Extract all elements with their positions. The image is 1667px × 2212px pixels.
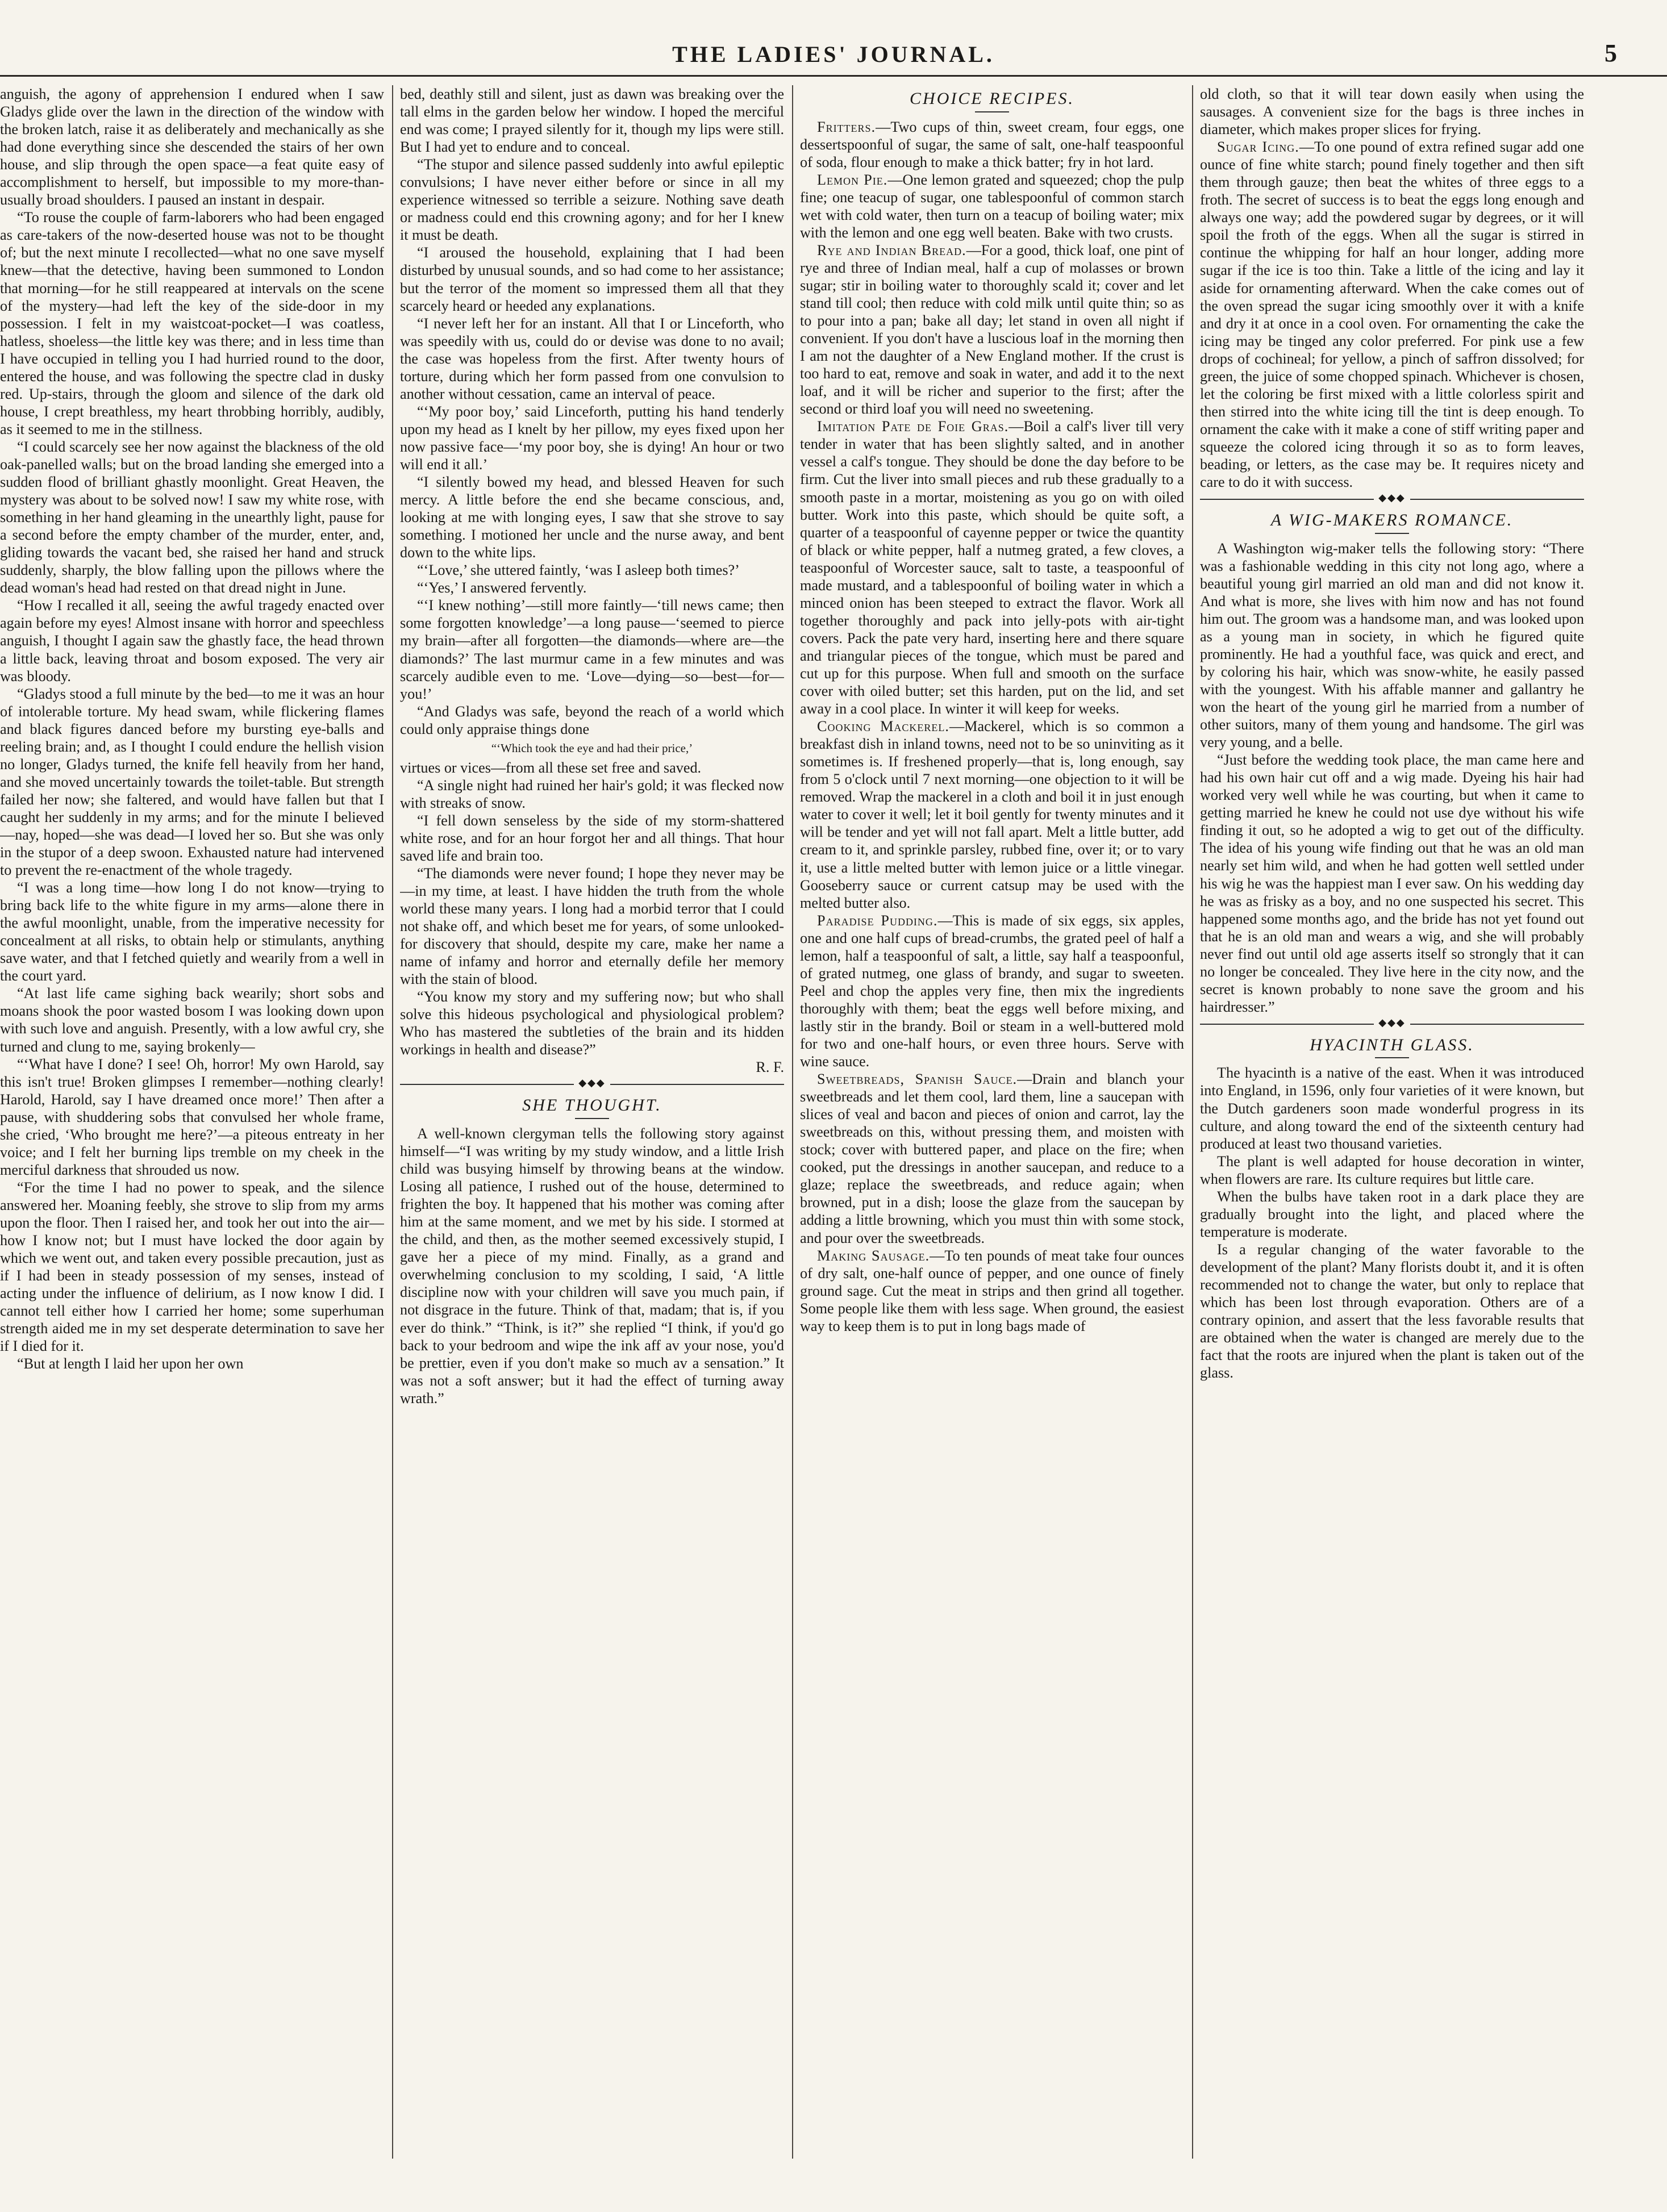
- recipe-name: Sweetbreads, Spanish Sauce.: [817, 1071, 1018, 1088]
- recipe-paragraph: [800, 241, 1184, 418]
- author-signature: R. F.: [756, 1059, 784, 1076]
- recipe-text: —This is made of six eggs, six apples, one and one half cups of bread-crumbs, the grated peel of half a lemon, half a teaspoonful of salt, a little, say half a teaspoonful, of grated nutmeg, one glass of brandy, and sugar to sweeten. Peel and chop the apples very fine, then mix the ingredients thoroughly with them; beat the eggs well before mixing, and lastly stir in the brandy. Boil or steam in a well-buttered mold for two and one-half hours, or even three hours. Serve with wine sauce.: [800, 912, 1184, 1070]
- recipe-paragraph: [800, 1070, 1184, 1246]
- article-paragraph: A well-known clergyman tells the following story against himself—“I was writing by my study window, and a little Irish child was busying himself by throwing beans at the window. Losing all patience, I rushed out of the house, determined to frighten the boy. It happened that his mother was coming after him at the same moment, and we met by his side. I stormed at the child, and then, as the mother seemed excessively stupid, I gave her a piece of my mind. Finally, as a grand and overwhelming conclusion to my scolding, I said, ‘A little discipline now with your children will save you much pain, if not disgrace in the future. Think of that, madam; that is, if you ever do think.” “Think, is it?” she replied “I think, if you'd go back to your bedroom and wipe the ink aff av your nose, you'd be prettier, even if you don't make so much av a sensation.” It was not a soft answer; but it had the effect of turning away wrath.”: [400, 1125, 784, 1407]
- title-rule: [1375, 1057, 1409, 1058]
- story-paragraph: “‘My poor boy,’ said Linceforth, putting his hand tenderly upon my head as I knelt by her pillow, my eyes fixed upon her now passive face—‘my poor boy, she is dying! An hour or two will end it all.’: [400, 403, 784, 473]
- recipe-name: Making Sausage.: [817, 1247, 930, 1264]
- article-paragraph: When the bulbs have taken root in a dark place they are gradually brought into the light, and placed where the temperature is moderate.: [1200, 1188, 1584, 1240]
- story-paragraph: “I never left her for an instant. All that I or Linceforth, who was speedily with us, could do or devise was done to no avail; the case was hopeless from the first. After twenty hours of torture, during which her form passed from one convulsion to another without cessation, came an interval of peace.: [400, 315, 784, 402]
- recipe-name: Paradise Pudding.: [817, 912, 938, 929]
- page-header: [0, 35, 1667, 77]
- recipe-paragraph: [800, 912, 1184, 1070]
- title-rule: [575, 1118, 609, 1119]
- journal-title: THE LADIES' JOURNAL.: [672, 41, 995, 67]
- story-paragraph: “I could scarcely see her now against the blackness of the old oak-panelled walls; but on the broad landing she emerged into a sudden flood of brilliant ghastly moonlight. Great Heaven, the mystery was about to be solved now! I saw my white rose, with something in her hand gleaming in the unearthly light, pause for a second before the empty chamber of the murder, enter, and, gliding towards the vacant bed, she raised her hand and struck suddenly, sharply, the blow falling upon the pillows where the dead woman's head had rested on that dread night in June.: [0, 438, 384, 596]
- page-number: 5: [1605, 39, 1617, 67]
- recipe-name: Rye and Indian Bread.: [817, 241, 966, 258]
- article-paragraph: A Washington wig-maker tells the following story: “There was a fashionable wedding in this city not long ago, where a beautiful young girl married an old man and did not know it. And what is more, she lives with him now and has not found him out. The groom was a handsome man, and was looked upon as a young man in society, in which he figured quite prominently. He had a youthful face, was quick and erect, and by coloring his hair, which was snow-white, he easily passed with the youngest. With his affable manner and gallantry he won the heart of the young girl he married from a number of other suitors, many of them young and handsome. The girl was very young, and a belle.: [1200, 540, 1584, 751]
- section-title-hyacinth-glass: HYACINTH GLASS.: [1310, 1035, 1474, 1054]
- recipe-text: —Mackerel, which is so common a breakfast dish in inland towns, need not to be so uninviting as it sometimes is. If freshened properly—that is, long enough, say from 5 o'clock until 7 next morning—one objection to it will be removed. Wrap the mackerel in a cloth and boil it in just enough water to cover it well; let it boil gently for twenty minutes and it will be tender and yet will not fall apart. Melt a little butter, add cream to it, and sprinkle parsley, rubbed fine, over it; or to vary it, use a little melted butter with lemon juice or a little vinegar. Gooseberry sauce or current catsup may be used with the melted butter also.: [800, 718, 1184, 911]
- quoted-verse: “‘Which took the eye and had their price,’: [491, 741, 693, 755]
- recipe-text: —Drain and blanch your sweetbreads and let them cool, lard them, line a saucepan with slices of veal and bacon and pieces of onion and carrot, lay the sweetbreads on this, without pressing them, and moisten with stock; cover with buttered paper, and place on the fire; when cooked, put the dressings in another saucepan, and reduce to a glaze; replace the sweetbreads, and reduce again; when browned, put in a dish; loose the glaze from the saucepan by adding a little browning, which you must thin with some stock, and pour over the sweetbreads.: [800, 1071, 1184, 1246]
- recipe-name: Fritters.: [817, 118, 876, 135]
- article-paragraph: The hyacinth is a native of the east. When it was introduced into England, in 1596, only four varieties of it were known, but the Dutch gardeners soon made wonderful progress in its culture, and along toward the end of the sixteenth century had produced at least two thousand varieties.: [1200, 1065, 1584, 1152]
- story-paragraph: “‘I knew nothing’—still more faintly—‘till news came; then some forgotten knowledge’—a long pause—‘seemed to pierce my brain—after all forgotten—the diamonds—where are—the diamonds?’ The last murmur came in a few minutes and was scarcely audible even to me. ‘Love—dying—so—best—for—you!’: [400, 597, 784, 702]
- article-paragraph: Is a regular changing of the water favorable to the development of the plant? Many florists doubt it, and it is often recommended not to change the water, but only to replace that which has been lost through evaporation. Others are of a contrary opinion, and assert that the less favorable results that are obtained when the water is changed are merely due to the fact that the roots are injured when the plant is taken out of the glass.: [1200, 1241, 1584, 1382]
- section-title-wig-makers-romance: A WIG-MAKERS ROMANCE.: [1270, 511, 1514, 530]
- story-paragraph: “For the time I had no power to speak, and the silence answered her. Moaning feebly, she strove to slip from my arms upon the floor. Then I raised her, and took her out into the air—how I know not; but I must have locked the door again by which we went out, and taken every possible precaution, just as if I had been in steady possession of my senses, instead of acting under the influence of delirium, as I now know I did. I cannot tell either how I carried her home; some superhuman strength aided me in my set desperate determination to save her if I died for it.: [0, 1179, 384, 1355]
- recipe-text: —To ten pounds of meat take four ounces of dry salt, one-half ounce of pepper, and one ounce of finely ground sage. Cut the meat in strips and then grind all together. Some people like them with less sage. When ground, the easiest way to keep them is to put in long bags made of: [800, 1247, 1184, 1334]
- story-paragraph: “And Gladys was safe, beyond the reach of a world which could only appraise things done: [400, 703, 784, 737]
- recipe-text: —To one pound of extra refined sugar add one ounce of fine white starch; pound finely together and then sift them through gauze; then beat the whites of three eggs to a froth. The secret of success is to beat the eggs long enough and always one way; add the powdered sugar by degrees, or it will spoil the froth of the eggs. When all the sugar is stirred in continue the whipping for half an hour longer, adding more sugar if the ice is too thin. Take a little of the icing and lay it aside for ornamenting afterward. When the cake comes out of the oven spread the sugar icing smoothly over it with a knife and dry it at once in a cool oven. For ornamenting the cake the icing may be tinged any color preferred. For pink use a few drops of cochineal; for yellow, a pinch of saffron dissolved; for green, the juice of some chopped spinach. Whichever is chosen, let the coloring be first mixed with a little colorless spirit and then stirred into the white icing till the tint is deep enough. To ornament the cake with it make a cone of stiff writing paper and squeeze the colored icing through it so as to form leaves, beading, or letters, as the case may be. It requires nicety and care to do it with success.: [1200, 139, 1584, 491]
- story-paragraph: “I fell down senseless by the side of my storm-shattered white rose, and for an hour forgot her and all things. That hour saved life and brain too.: [400, 812, 784, 864]
- column-2-story: [400, 85, 784, 2159]
- section-title-choice-recipes: CHOICE RECIPES.: [910, 89, 1074, 108]
- title-rule: [1375, 533, 1409, 534]
- story-paragraph: “I aroused the household, explaining that I had been disturbed by unusual sounds, and so had come to her assistance; but the terror of the moment so impressed them all that they scarcely heard or heeded any explanations.: [400, 244, 784, 314]
- story-paragraph: “‘What have I done? I see! Oh, horror! My own Harold, say this isn't true! Broken glimpses I remember—nothing clearly! Harold, Harold, say I have dreamed once more!’ Then after a pause, with shuddering sobs that convulsed her whole frame, she cried, ‘Who brought me here?’—a piteous entreaty in her voice; and I felt her burning lips tremble on my cheek in the merciful darkness that shrouded us now.: [0, 1055, 384, 1178]
- recipe-continuation: old cloth, so that it will tear down easily when using the sausages. A convenient size for the bags is three inches in diameter, which makes proper slices for frying.: [1200, 86, 1584, 138]
- story-paragraph: virtues or vices—from all these set free and saved.: [400, 759, 702, 776]
- story-paragraph: “I silently bowed my head, and blessed Heaven for such mercy. A little before the end she became conscious, and, looking at me with longing eyes, I saw that she strove to say something. I motioned her uncle and the nurse away, and bent down to the white lips.: [400, 474, 784, 561]
- columns: [0, 85, 1667, 2198]
- divider-ornament-icon: ◆◆◆: [1374, 1017, 1410, 1028]
- recipe-name: Lemon Pie.: [817, 171, 888, 188]
- story-paragraph: “The stupor and silence passed suddenly into awful epileptic convulsions; I have never either before or since in all my experience witnessed so terrible a seizure. Nothing save death or madness could end this crowning agony; and for her I knew it must be death.: [400, 156, 784, 244]
- divider-ornament-icon: ◆◆◆: [574, 1077, 610, 1088]
- column-4: [1200, 85, 1584, 2159]
- recipe-paragraph: [800, 418, 1184, 717]
- recipe-text: —Boil a calf's liver till very tender in water that has been slightly salted, and in another vessel a calf's tongue. They should be done the day before to be firm. Cut the liver into small pieces and rub these gradually to a smooth paste in a mortar, moistening as you go on with oiled butter. Work into this paste, which should be quite soft, a quarter of a teaspoonful of cayenne pepper or twice the quantity of black or white pepper, half a nutmeg grated, a few cloves, a teaspoonful of Worcester sauce, salt to taste, a teaspoonful of made mustard, and a tablespoonful of boiling water in which a minced onion has been steeped to extract the flavor. Work all together thoroughly and pack into jelly-pots with air-tight covers. Pack the pate very hard, inserting here and there square and triangular pieces of the tongue, which must be pared and cut up for this purpose. When full and smooth on the surface cover with oiled butter; set this harden, put on the lid, and set away in a cool place. In winter it will keep for weeks.: [800, 418, 1184, 717]
- recipe-name: Imitation Pate de Foie Gras.: [817, 418, 1009, 435]
- section-divider: [400, 1077, 784, 1090]
- story-paragraph: anguish, the agony of apprehension I endured when I saw Gladys glide over the lawn in the direction of the window with the broken latch, raise it as deliberately and mechanically as she had done everything since she descended the stairs of her own house, and slip through the open space—a feat quite easy of accomplishment to herself, but impossible to my more-than-usually broad shoulders. I paused an instant in despair.: [0, 86, 384, 208]
- story-paragraph: “‘Yes,’ I answered fervently.: [417, 579, 587, 596]
- story-paragraph: “‘Love,’ she uttered faintly, ‘was I asleep both times?’: [417, 562, 740, 579]
- story-paragraph: “At last life came sighing back wearily; short sobs and moans shook the poor wasted bosom I was looking down upon with such love and anguish. Presently, with a low awful cry, she turned and clung to me, saying brokenly—: [0, 985, 384, 1055]
- recipe-paragraph: [800, 717, 1184, 912]
- story-paragraph: “I was a long time—how long I do not know—trying to bring back life to the white figure in my arms—alone there in the awful moonlight, unable, from the imperative necessity for concealment at all risks, to obtain help or stimulants, anything save water, and that I fetched quietly and wearily from a well in the court yard.: [0, 879, 384, 984]
- recipe-paragraph: [800, 171, 1184, 241]
- recipe-text: —For a good, thick loaf, one pint of rye and three of Indian meal, half a cup of molasses or brown sugar; stir in boiling water to thoroughly scald it; cover and let stand till cool; then reduce with cold milk until quite thin; so as to pour into a pan; bake all day; let stand in oven all night if convenient. If you don't have a luscious loaf in the morning then I am not the daughter of a New England mother. If the crust is too hard to eat, remove and soak in water, and add it to the next loaf, and it will be richer and superior to the first; after the second or third loaf you will need no sweetening.: [800, 241, 1184, 418]
- recipe-text: —Two cups of thin, sweet cream, four eggs, one dessertspoonful of sugar, the same of salt, one-half teaspoonful of soda, flour enough to make a thick batter; fry in hot lard.: [800, 118, 1184, 170]
- column-1-story: [0, 85, 384, 2159]
- story-paragraph: “Gladys stood a full minute by the bed—to me it was an hour of intolerable torture. My head swam, while flickering flames and black figures danced before my bursting eye-balls and reeling brain; and, as I thought I could endure the hellish vision no longer, Gladys turned, the knife fell heavily from her hand, and she moved uncertainly towards the toilet-table. But strength failed her now; she faltered, and would have fallen but that I caught her suddenly in my arms; and for the minute I believed—nay, hoped—she was dead—I loved her so. But she was only in the stupor of a deep swoon. Exhausted nature had intervened to prevent the re-enactment of the whole tragedy.: [0, 685, 384, 879]
- recipe-text: —One lemon grated and squeezed; chop the pulp fine; one teacup of sugar, one tablespoonful of common starch wet with cold water, then turn on a teacup of boiling water; mix with the lemon and one egg well beaten. Bake with two crusts.: [800, 171, 1184, 241]
- recipe-name: Cooking Mackerel.: [817, 718, 949, 735]
- recipe-name: Sugar Icing.: [1217, 139, 1299, 156]
- recipe-paragraph: [800, 1247, 1184, 1335]
- story-paragraph: “A single night had ruined her hair's gold; it was flecked now with streaks of snow.: [400, 777, 784, 811]
- recipe-paragraph: [1200, 138, 1584, 491]
- story-paragraph: “To rouse the couple of farm-laborers who had been engaged as care-takers of the now-deserted house was not to be thought of; but the next minute I recollected—what no one save myself knew—that the detective, having been summoned to London that morning—for he still reappeared at intervals on the scene of the mystery—had left the key of the side-door in my possession. I felt in my waistcoat-pocket—I was coatless, hatless, shoeless—the little key was there; and in less time than I have occupied in telling you I had hurried round to the door, entered the house, and was following the spectre clad in dusky red. Up-stairs, through the gloom and silence of the dark old house, I crept breathless, my heart throbbing horribly, audibly, as it seemed to me in the stillness.: [0, 209, 384, 437]
- story-paragraph: “You know my story and my suffering now; but who shall solve this hideous psychological and physiological problem? Who has mastered the subtleties of the brain and its hidden workings in health and disease?”: [400, 988, 784, 1058]
- story-paragraph: “How I recalled it all, seeing the awful tragedy enacted over again before my eyes! Almost insane with horror and speechless anguish, I thought I again saw the ghastly face, the head thrown a little back, leaving throat and bosom exposed. The very air was bloody.: [0, 597, 384, 685]
- section-divider: [1200, 1016, 1584, 1029]
- article-paragraph: The plant is well adapted for house decoration in winter, when flowers are rare. Its culture requires but little care.: [1200, 1153, 1584, 1187]
- column-3-recipes: [800, 85, 1184, 2159]
- story-paragraph: bed, deathly still and silent, just as dawn was breaking over the tall elms in the garden below her window. I hoped the merciful end was come; I prayed silently for it, though my lips were still. But I had yet to endure and to conceal.: [400, 86, 784, 156]
- title-rule: [975, 111, 1009, 112]
- divider-ornament-icon: ◆◆◆: [1374, 492, 1410, 503]
- story-paragraph: “But at length I laid her upon her own: [17, 1355, 244, 1372]
- section-divider: [1200, 492, 1584, 504]
- recipe-paragraph: [800, 118, 1184, 171]
- section-title-she-thought: SHE THOUGHT.: [522, 1096, 662, 1115]
- story-paragraph: “The diamonds were never found; I hope they never may be—in my time, at least. I have hidden the truth from the whole world these many years. I long had a morbid terror that I could not shake off, and which beset me for years, of some unlooked-for discovery that should, despite my care, make her name a name of infamy and horror and eternally defile her memory with the stain of blood.: [400, 865, 784, 988]
- article-paragraph: “Just before the wedding took place, the man came here and had his own hair cut off and a wig made. Dyeing his hair had worked very well while he was courting, but when it came to getting married he knew he could not use dye without his wife finding it out, so he adopted a wig to get out of the difficulty. The idea of his young wife finding out that he was an old man nearly set him wild, and when he had gotten well settled under his wig he was the happiest man I ever saw. On his wedding day he was as frisky as a boy, and no one suspected his secret. This happened some months ago, and the bride has not yet found out that he is an old man and wears a wig, and she will probably never find out until old age asserts itself so strongly that it can no longer be concealed. They live here in the city now, and the secret is known probably to none save the groom and his hairdresser.”: [1200, 752, 1584, 1015]
